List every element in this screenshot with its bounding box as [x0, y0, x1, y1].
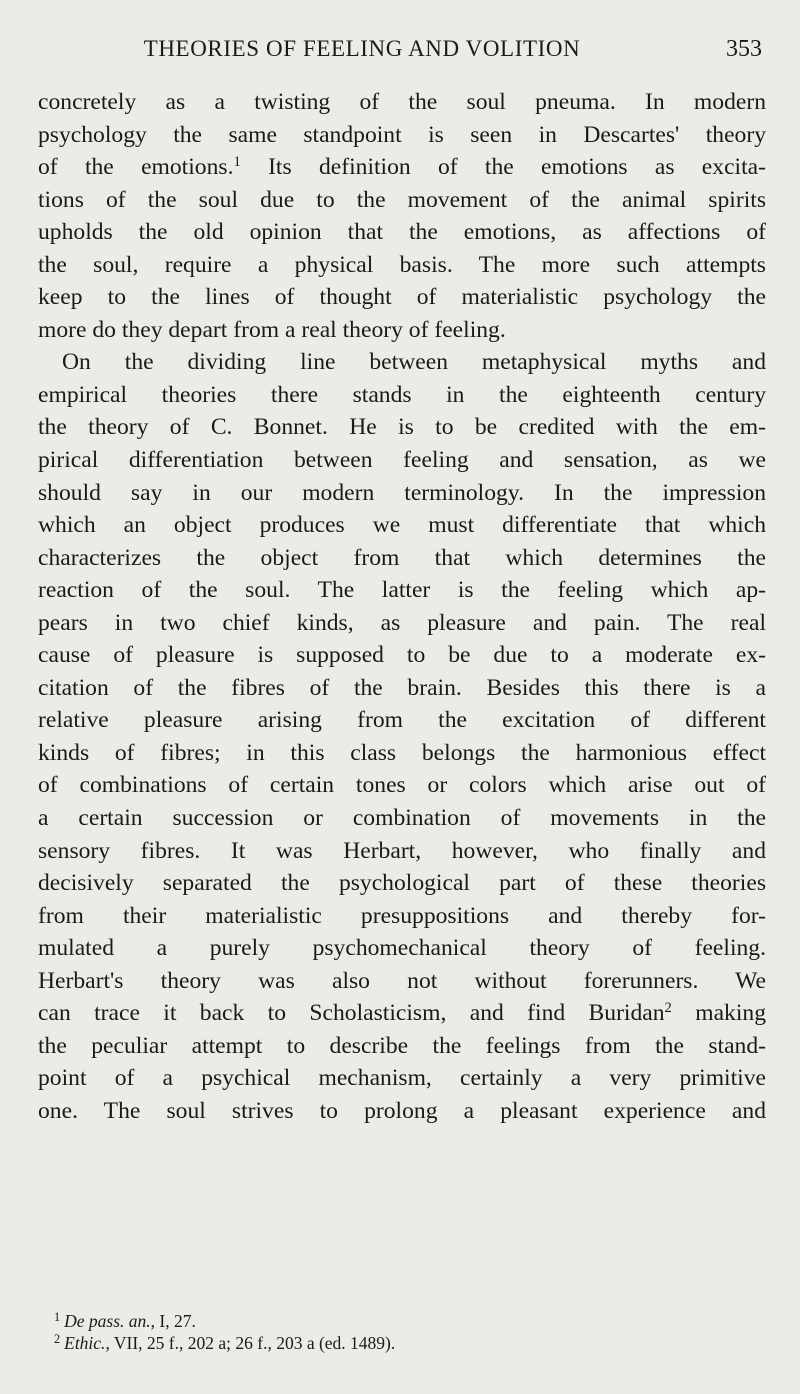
- footnote-reference: 1: [233, 154, 241, 171]
- text-line: can trace it back to Scholasticism, and find Buridan$^2$ making: [38, 1000, 766, 1027]
- book-page: [38, 0, 766, 1353]
- footnote-reference: 2: [664, 1000, 672, 1017]
- text-line: psychology the same standpoint is seen in Descartes' theory: [38, 121, 766, 148]
- text-line: concretely as a twisting of the soul pneuma. In modern: [38, 89, 766, 115]
- text-line: decisively separated the psychological part of these theories: [38, 870, 766, 897]
- text-line: pears in two chief kinds, as pleasure and pain. The real: [38, 609, 766, 636]
- text-line: citation of the fibres of the brain. Besides this there is a: [38, 674, 766, 701]
- footnote-title: Ethic.: [64, 1333, 106, 1353]
- text-line: cause of pleasure is supposed to be due to a moderate ex-: [38, 642, 766, 669]
- text-line: of the emotions.$^1$ Its definition of the emotions as excita-: [38, 154, 766, 181]
- text-line: sensory fibres. It was Herbart, however, who finally and: [38, 837, 766, 864]
- footnote-mark: 1: [54, 1309, 61, 1324]
- text-line: pirical differentiation between feeling and sensation, as we: [38, 447, 766, 474]
- text-line: should say in our modern terminology. In the impression: [38, 479, 766, 506]
- footnote: [54, 1332, 395, 1354]
- text-line: reaction of the soul. The latter is the feeling which ap-: [38, 577, 766, 604]
- text-line: tions of the soul due to the movement of the animal spirits: [38, 186, 766, 213]
- text-line: point of a psychical mechanism, certainly a very primitive: [38, 1065, 766, 1092]
- text-line: one. The soul strives to prolong a pleasant experience and: [38, 1097, 766, 1124]
- footnote: [54, 1310, 395, 1332]
- text-line: the soul, require a physical basis. The more such attempts: [38, 251, 766, 278]
- text-line: the theory of C. Bonnet. He is to be credited with the em-: [38, 414, 766, 441]
- text-line: characterizes the object from that which determines the: [38, 544, 766, 571]
- page-header: [38, 0, 766, 70]
- text-line: Herbart's theory was also not without forerunners. We: [38, 967, 766, 994]
- footnote-text: , VII, 25 f., 202 a; 26 f., 203 a (ed. 1489).: [105, 1333, 396, 1353]
- text-line: the peculiar attempt to describe the feelings from the stand-: [38, 1032, 766, 1059]
- text-line: relative pleasure arising from the excitation of different: [38, 707, 766, 734]
- footnote-title: De pass. an.: [64, 1311, 151, 1331]
- text-line: more do they depart from a real theory of feeling.: [38, 316, 506, 343]
- text-line: mulated a purely psychomechanical theory of feeling.: [38, 935, 766, 962]
- text-line: which an object produces we must differentiate that which: [38, 512, 766, 539]
- text-line: keep to the lines of thought of materialistic psychology the: [38, 284, 766, 311]
- text-line: On the dividing line between metaphysical myths and: [62, 349, 766, 376]
- page-number: 353: [726, 36, 762, 62]
- body-text: [38, 86, 766, 1128]
- text-line: from their materialistic presuppositions and thereby for-: [38, 902, 766, 929]
- text-line: empirical theories there stands in the eighteenth century: [38, 381, 766, 408]
- footnote-mark: 2: [54, 1331, 61, 1346]
- text-line: a certain succession or combination of movements in the: [38, 805, 766, 832]
- text-line: of combinations of certain tones or colors which arise out of: [38, 772, 766, 799]
- running-head: THEORIES OF FEELING AND VOLITION: [143, 36, 581, 61]
- footnotes: [54, 1310, 395, 1354]
- footnote-text: , I, 27.: [150, 1311, 196, 1331]
- text-line: kinds of fibres; in this class belongs the harmonious effect: [38, 739, 766, 766]
- text-line: upholds the old opinion that the emotions, as affections of: [38, 219, 766, 246]
